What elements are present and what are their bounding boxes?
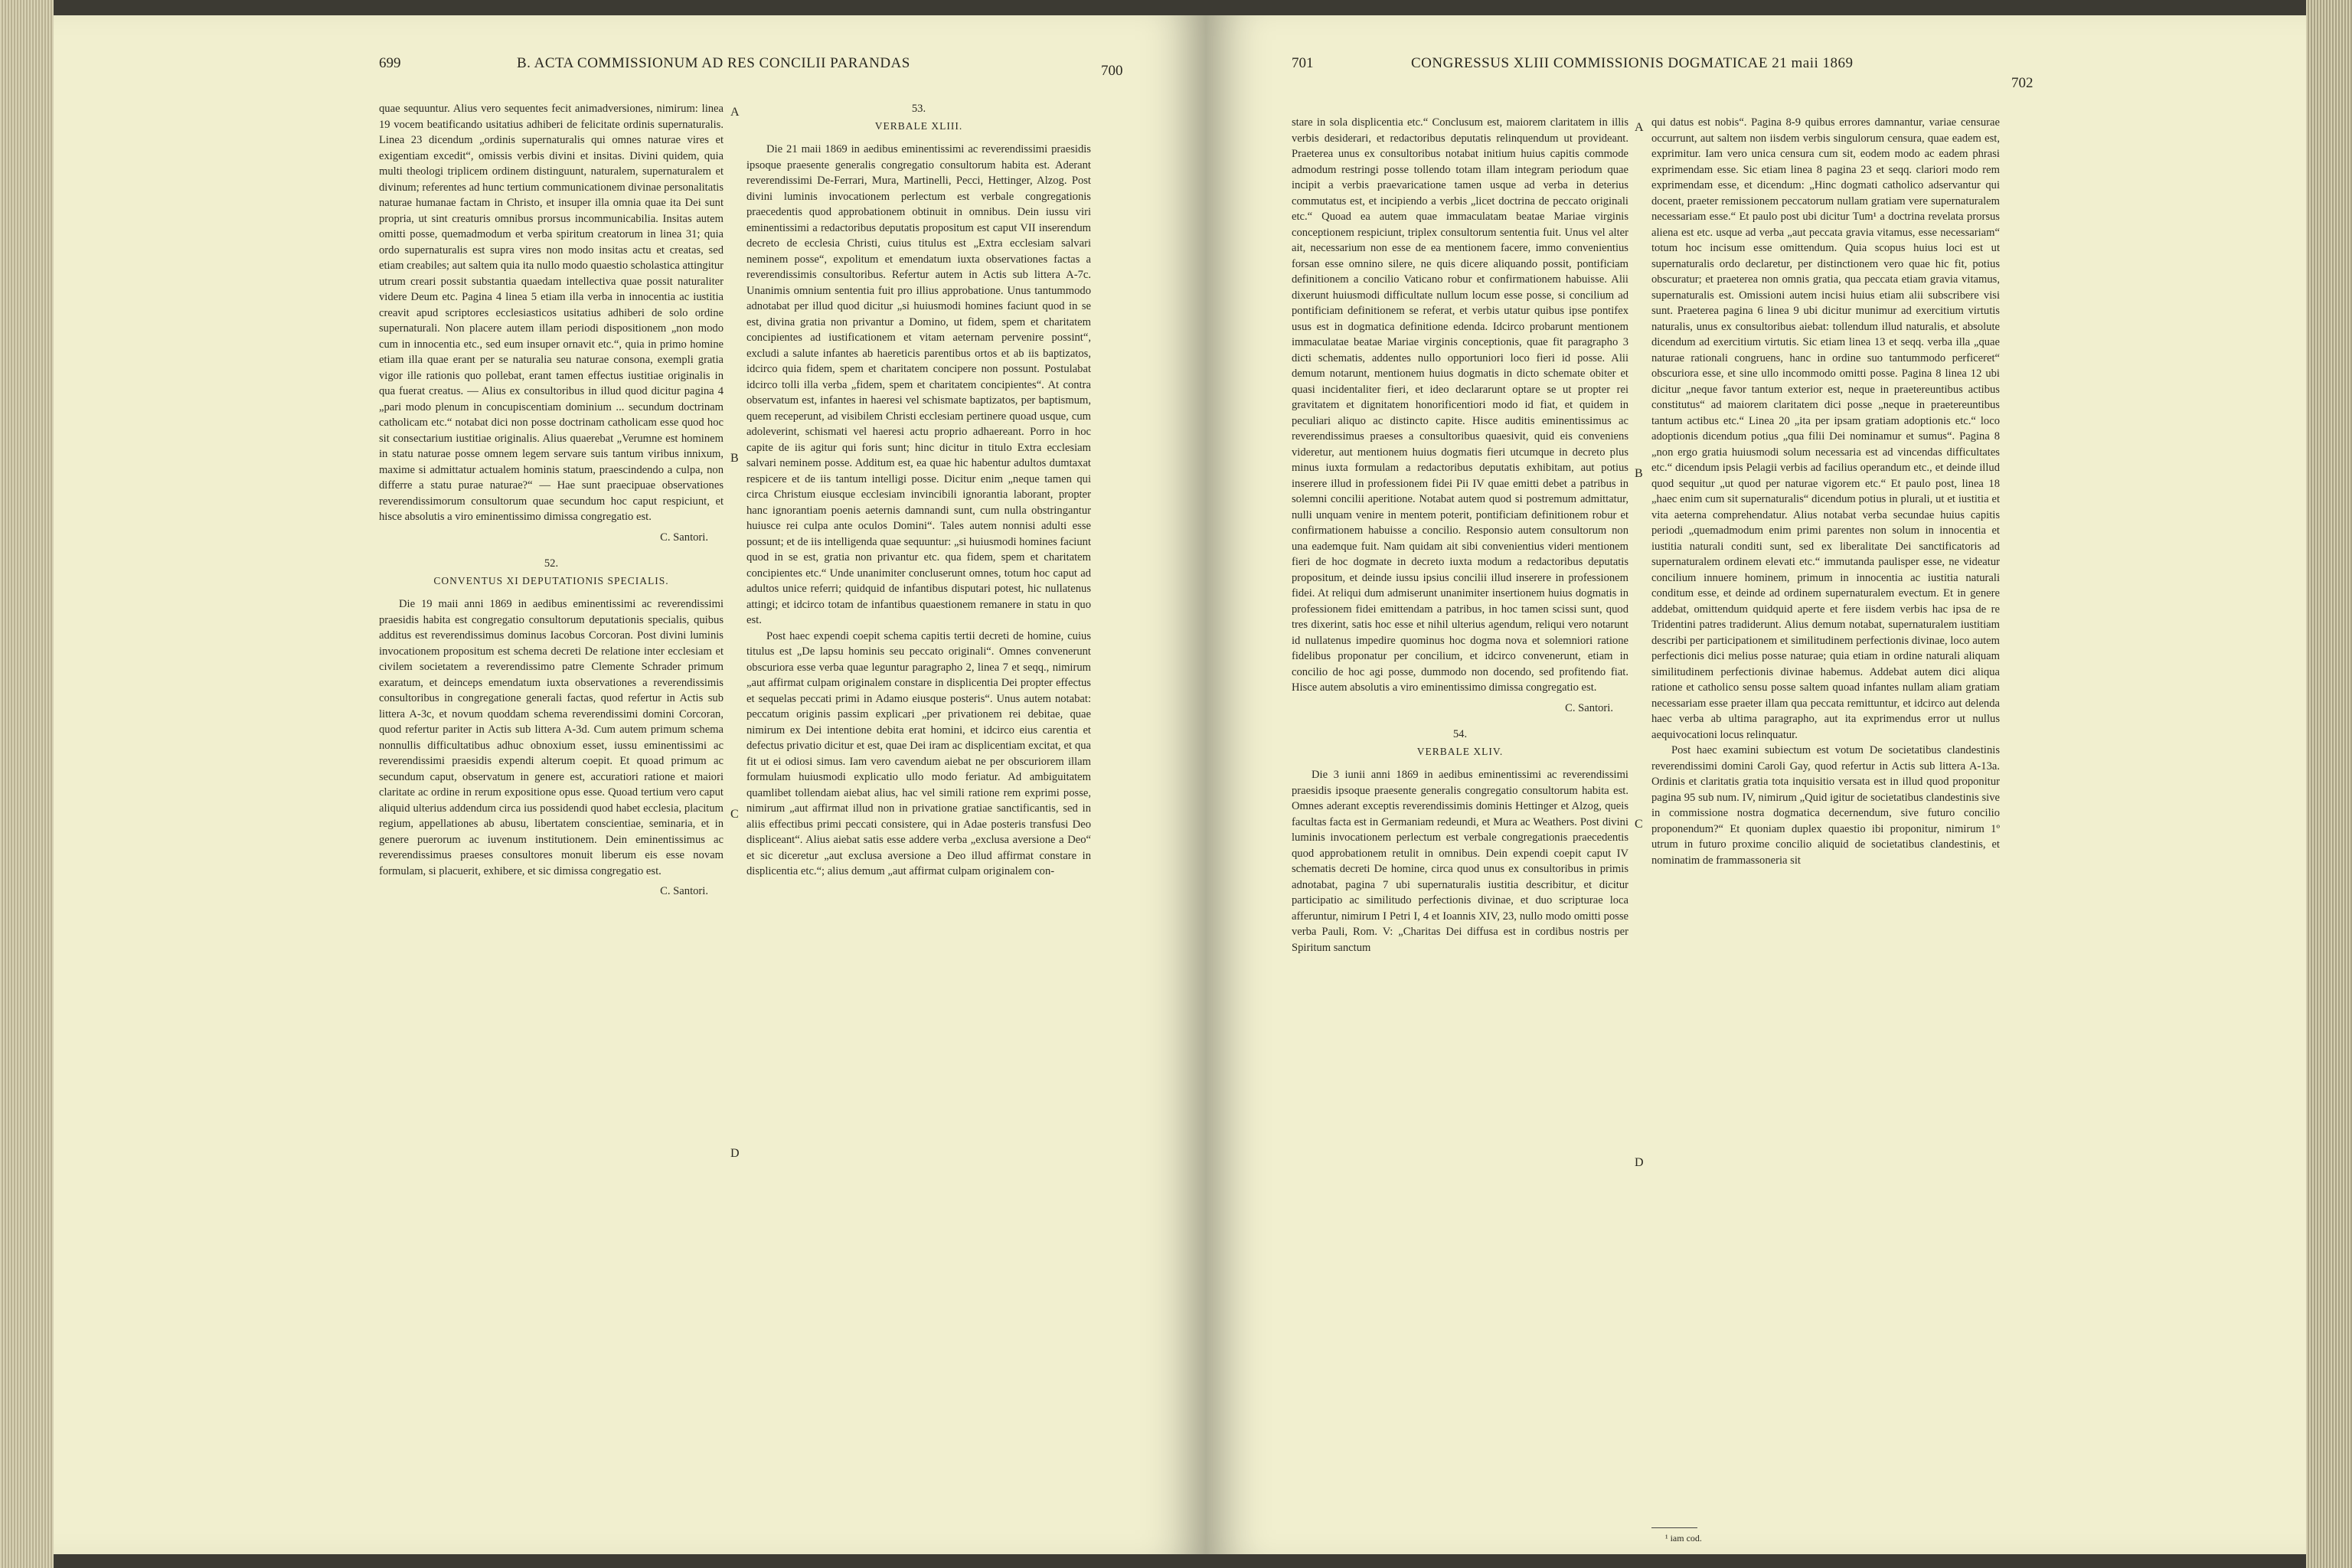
running-head: CONGRESSUS XLIII COMMISSIONIS DOGMATICAE 21 maii 1869 — [1411, 55, 1854, 71]
page-number: 702 — [2011, 75, 2034, 91]
column-left — [379, 101, 724, 906]
paragraph: quae sequuntur. Alius vero sequentes fecit animadversiones, nimirum: linea 19 vocem beatificando usitatius adhiberi de felicitate ordinis supernaturalis. Linea 23 dicendum „ordinis supernaturalis qui omnes naturae vires et exigentiam excedit“, omissis verbis divini et insitas. Divini quidem, quia multi theologi triplicem ordinem distinguunt, naturalem, supernaturalem et divinum; referentes ad hunc tertium communicationem divinae personalitatis naturae humanae factam in Christo, et insuper illa omnia quae ita Dei sunt propria, ut sint creaturis omnibus prorsus incommunicabilia. Insitas autem omitti posse, quemadmodum et verba spiritum creatorum in linea 31; quia ordo supernaturalis est supra vires non modo insitas actu et creatas, sed etiam creabiles; aut saltem quia ita nullo modo quaestio scholastica attingitur utrum creari possit substantia quaedam intellectiva quae possit naturaliter videre Deum etc. Pagina 4 linea 5 etiam illa verba in innocentia ac iustitia creavit apud scriptores ecclesiasticos usitatius adhiberi de solo ordine supernaturali. Non placere autem illam periodi dispositionem „non modo cum in innocentia etc., sed eum insuper ornavit etc.“, quia in primo homine etiam illa quae erant per se naturalia seu naturae consona, exempli gratia vigor ille rationis quo pollebat, erant tamen effectus iustitiae originalis in qua fuerat creatus. — Alius ex consultoribus in illud quod dicitur pagina 4 „pari modo plenum in concupiscentiam dominium ... secundum doctrinam catholicam etc.“ notabat dici non posse doctrinam catholicam esse quod hoc sit consectarium iustitiae originalis. Alius quaerebat „Verumne est hominem in statu naturae posse omnem legem servare suis tantum viribus innixum, maxime si admittatur actualem hominis statum, praescindendo a culpa, non differre a statu purae naturae?“ — Hae sunt praecipuae observationes reverendissimorum consultorum quae secundum hoc caput respiciunt, et hisce absolutis a viro eminentissimo dimissa congregatio est. — [379, 103, 724, 523]
page-edges-left — [0, 0, 54, 1568]
footnote: ¹ iam cod. — [1665, 1533, 1702, 1544]
column-right — [1651, 115, 2000, 868]
paragraph: stare in sola displicentia etc.“ Conclusum est, maiorem claritatem in illis verbis desiderari, et redactoribus deputatis relinquendum ut provideant. Praeterea unus ex consultoribus notabat initium huius capitis commode admodum restringi posse tollendo totam illam integram periodum quae incipit a verbis praevaricatione tamen usque ad verba in deterius commutatus est, et incipiendo a verbis „licet doctrina de peccato originali etc.“ Quoad ea autem quae immaculatam beatae Mariae virginis conceptionem respiciunt, triplex consultorum sententia fuit. Unus vel alter ait, necessarium non esse de ea mentionem facere, immo convenientius forsan esse omnino silere, ne quis dicere aliquando possit, pontificiam definitionem a concilio Vaticano robur et confirmationem habuisse. Alii dixerunt huiusmodi difficultate nullum locum esse posse, si concilium ad pontificiam definitionem se referat, et verbis utatur quibus ipse pontifex usus est in dogmatica definitione edenda. Idcirco probarunt mentionem immaculatae beatae Mariae virginis conceptionis, quae fit paragrapho 3 dicti schematis, addentes nullo opportuniori loco fieri id posse. Alii demum notarunt, mentionem huius dogmatis in dicto schemate obiter et quasi incidentaliter fieri, et ideo declararunt optare se ut propter rei gravitatem et dignitatem honorificentiori modo id fiat, et quidem in peculiari aliquo ac distincto capite. Hisce auditis eminentissimus ac reverendissimus praeses a consultoribus quaesivit, quid eis conveniens videretur, aut mentionem huius dogmatis fieri utcumque in decreto plus minus iuxta formulam a redactoribus deputatis exhibitam, aut potius inserere illud in professionem fidei Pii IV quae emitti debet a patribus in solemni concilii aperitione. Notabat autem quod si postremum admittatur, nulli unquam venire in mentem poterit, pontificiam definitionem robur et confirmationem habuisse a concilio. Responsio autem consultorum non una eademque fuit. Nam quidam ait sibi convenientius videri mentionem fieri de hoc dogmate in decreto iuxta modum a redactoribus deputatis propositum, et deinde iussu ipsius concilii illud inserere in professionem fidei. At reliqui dum admiserunt unanimiter insertionem huius dogmatis in professionem fidei emittendam a patribus, in hoc tamen scissi sunt, quod tres dixerint, satis hoc esse et nihil ulterius agendum, reliqui vero notarunt id nullatenus impedire quominus hoc dogma nova et solemniori ratione fidelibus proponatur per concilium, et idcirco convenerunt, etiam in concilio de hoc agi posse, dummodo non docendo, sed profitendo fiat. Hisce autem absolutis a viro eminentissimo dimissa congregatio est. — [1292, 116, 1628, 694]
section-number: 54. — [1452, 728, 1468, 740]
section-title: CONVENTUS XI DEPUTATIONIS SPECIALIS. — [433, 574, 669, 586]
section-title: VERBALE XLIV. — [1416, 745, 1504, 757]
column-right — [746, 101, 1091, 880]
paragraph: Die 19 maii anni 1869 in aedibus eminentissimi ac reverendissimi praesidis habita est congregatio consultorum deputationis specialis, quibus additus est reverendissimus dominus Iacobus Corcoran. Post divini luminis invocationem propositum est schema decreti De relatione inter ecclesiam et civilem societatem a reverendissimo patre Clemente Schrader primum exaratum, et deinceps emendatum iuxta observationes a reverendissimis consultoribus in congregatione generali factas, quod refertur in Actis sub littera A-3c, et novum quoddam schema reverendissimi domini Corcoran, quod refertur pariter in Actis sub littera A-3d. Cum autem primum schema nonnullis difficultatibus adhuc obnoxium esset, iussu eminentissimi ac reverendissimi praesidis expendi alterum coepit. Et quoad primum ac secundum caput, observatum in genere est, accuratiori ratione et maiori claritate ac ordine in rerum expositione opus esse. Quoad tertium vero caput aliquid ulterius addendum circa ius possidendi quod habet ecclesia, placitum regium, appellationes ab abusu, libertatem conscientiae, seminaria, et in genere puerorum ac iuvenum institutionem. Dein eminentissimus ac reverendissimus praeses consultores monuit liberum eis esse novam formulam, si placuerit, exhibere, et sic dimissa congregatio est. — [379, 598, 724, 877]
margin-marker: C — [730, 808, 739, 821]
margin-marker: A — [730, 106, 740, 119]
footnote-rule — [1651, 1527, 1697, 1528]
margin-marker: C — [1635, 818, 1643, 831]
signature: C. Santori. — [660, 531, 708, 544]
right-page — [1206, 15, 2306, 1554]
running-head: B. ACTA COMMISSIONUM AD RES CONCILII PARANDAS — [517, 55, 910, 71]
paragraph: Post haec expendi coepit schema capitis tertii decreti de homine, cuius titulus est „De lapsu hominis seu peccato originali“. Omnes convenerunt obscuriora esse verba quae leguntur paragrapho 2, linea 7 et seqq., nimirum „aut affirmat culpam originalem constare in displicentia Dei propter effectus et sequelas peccati primi in Adamo eiusque posteris“. Unus autem notabat: peccatum originis passim explicari „per privationem rei debitae, quae nimirum ex Dei intentione debita erat homini, et idcirco eius carentia et defectus privatio dicitur et est, quae Dei iram ac displicentiam excitat, et qua fit ut ei odiosi simus. Iam vero cavendum aiebat ne per obscuriorem illam formulam huiusmodi explicatio ullo modo feriatur. Ad ambiguitatem quamlibet tollendam aiebat alius, hac vel simili ratione rem exprimi posse, nimirum „aut affirmat illud non in privatione gratiae sanctificantis, sed in aliis effectibus primi peccati consistere, qui in Adae posteris transfusi Deo displiceant“. Alius aiebat satis esse addere verba „exclusa aversione a Deo“ et sic diceretur „aut exclusa aversione a Deo illud affirmat constare in displicentia etc.“; alius demum „aut affirmat culpam originalem con- — [746, 629, 1091, 877]
margin-marker: A — [1635, 121, 1644, 134]
page-number: 701 — [1292, 55, 1314, 71]
paragraph: Die 3 iunii anni 1869 in aedibus eminentissimi ac reverendissimi praesidis ipsoque praesente generalis congregatio consultorum habita est. Omnes aderant exceptis reverendissimis dominis Hettinger et Alzog, queis facultas facta est in Germaniam redeundi, et Mura ac Weathers. Post divini luminis invocationem perlectum est verbale congregationis praecedentis quod approbationem retulit in omnibus. Dein expendi coepit caput IV schematis decreti De homine, circa quod unus ex consultoribus in primis adnotabat, pagina 7 ubi supernaturalis iustitia describitur, et dicitur participatio ac similitudo perfectionis divinae, et duo scripturae loca afferuntur, nimirum I Petri I, 4 et Ioannis XIV, 23, nullo modo omitti posse verba Pauli, Rom. V: „Charitas Dei diffusa est in cordibus nostris per Spiritum sanctum — [1292, 769, 1628, 954]
page-edges-right — [2306, 0, 2352, 1568]
signature: C. Santori. — [1565, 701, 1613, 714]
paragraph: Die 21 maii 1869 in aedibus eminentissimi ac reverendissimi praesidis ipsoque praesente generalis congregatio consultorum habita est. Aderant reverendissimi De-Ferrari, Mura, Martinelli, Pecci, Hettinger, Alzog. Post divini luminis invocationem perlectum est verbale congregationis praecedentis quod approbationem obtinuit in omnibus. Dein iussu viri eminentissimi a redactoribus deputatis propositum est caput VII inserendum decreto de ecclesia Christi, cuius titulus est „Extra ecclesiam salvari neminem posse“, expolitum et emendatum iuxta observationes factas a reverendissimis consultoribus. Refertur autem in Actis sub littera A-7c. Unanimis omnium sententia fuit pro illius approbatione. Unus tantummodo adnotabat per illud quod dicitur „si huiusmodi homines faciunt quod in se est, divina gratia non privantur a Domino, ut fidem, spem et charitatem concipientes ad iustificationem et vitam aeternam pervenire possint“, excludi a salute infantes ab haereticis parentibus ortos et ab iis baptizatos, idcirco quia fidem, spem et charitatem concipere non possunt. Postulabat idcirco tolli illa verba „fidem, spem et charitatem concipientes“. At contra observatum est, infantes in haeresi vel schismate baptizatos, per baptismum, quem receperunt, ad visibilem Christi ecclesiam pertinere quoad usque, cum adoleverint, schismati vel haeresi actu proprio adhaereant. Porro in hoc capite de iis agitur qui foris sunt; hinc dicitur in titulo Extra ecclesiam salvari neminem posse. Additum est, ea quae hic habentur adultos dumtaxat respicere et de iis tantum intelligi posse. Dicitur enim „neque tamen qui circa Christum eiusque ecclesiam invincibili ignorantia laborant, propter hanc ignorantiam poenis aeternis damnandi sunt, cum nulla obstringantur huiusce rei culpa ante oculos Domini“. Tales autem nonnisi adulti esse possunt; et de iis intelligenda quae sequuntur: „si huiusmodi homines faciunt quod in se est, gratia non privantur etc. qua fidem, spem et charitatem concipientes etc.“ Unde unanimiter concluserunt omnes, totum hoc caput ad adultos unice referri; quidquid de infantibus disputari potest, hic nullatenus attingi; et idcirco totam de infantibus quaestionem remanere in statu in quo est. — [746, 143, 1091, 626]
paragraph: Post haec examini subiectum est votum De societatibus clandestinis reverendissimi domini Caroli Gay, quod refertur in Actis sub littera A-13a. Ordinis et claritatis gratia tota inquisitio versata est in illud quod proponitur pagina 95 sub num. IV, nimirum „Quid igitur de societatibus clandestinis sive in commissione nostra dogmatica decernendum, sive futuro concilio proponendum?“ Et quoniam duplex quaestio ibi proponitur, nimirum 1º utrum in futuro proxime concilio aliquid de societatibus clandestinis, et nominatim de frammassoneria sit — [1651, 744, 2000, 867]
page-number: 699 — [379, 55, 401, 71]
page-number: 700 — [1101, 63, 1123, 79]
margin-marker: D — [1635, 1156, 1644, 1169]
margin-marker: D — [730, 1147, 740, 1160]
margin-marker: B — [730, 452, 739, 465]
section-number: 53. — [911, 103, 926, 115]
left-page — [54, 15, 1206, 1554]
section-title: VERBALE XLIII. — [874, 119, 963, 132]
section-number: 52. — [544, 557, 559, 570]
column-left — [1292, 115, 1628, 956]
paragraph: qui datus est nobis“. Pagina 8-9 quibus errores damnantur, variae censurae occurrunt, aut saltem non iisdem verbis singulorum censura, quae eadem est, exprimitur. Iam vero unica censura cum sit, eodem modo ac eadem phrasi exprimendam esse. Sic etiam linea 8 pagina 23 et seqq. clariori modo rem exprimendam esse, et dicendum: „Hinc dogmati catholico adservantur qui docent, praeter remissionem peccatorum nullam gratiam vere supernaturalem necessariam esse.“ Et paulo post ubi dicitur Tum¹ a doctrina revelata prorsus aliena est etc. usque ad verba „aut peccata gravia vitamus, esse necessariam“ totum hoc incisum esse omittendum. Quia scopus huius loci est ut supernaturalis ordo declaretur, per distinctionem vero quae hic fit, potius obscuratur; et praeterea non omnis gratia, qua peccata etiam gravia vitamus, supernaturalis est. Omissioni autem incisi huius etiam alii subscribere visi sunt. Praeterea pagina 6 linea 9 ubi dicitur munimur ad exercitium virtutis naturalis, unus ex consultoribus aiebat: tollendum illud naturalis, et absolute dicendum ad exercitium virtutis. Sic etiam linea 13 et seqq. verba illa „quae naturae rationali congruens, hanc in ordine suo tantummodo perficeret“ obscuriora esse, et sine ullo incommodo omitti posse. Pagina 8 linea 12 ubi dicitur „neque favor tantum exterior est, neque in praetereuntibus actibus constitutus“ ad maiorem claritatem dici posse „neque in praetereuntibus tantum actibus etc.“ Linea 20 „ita per ipsam gratiam adoptionis etc.“ loco adoptionis dicendum potius „qua filii Dei nominamur et sumus“. Pagina 8 „non ergo gratia huiusmodi solum necessaria est ad vincendas difficultates etc.“ dicendum ipsis Pelagii verbis ad facilius operandum etc., et deinde illud quod sequitur „ut quod per naturae vigorem etc.“ Et paulo post, linea 18 „haec enim cum sit supernaturalis“ dicendum potius in plurali, ut et iustitia et vita aeterna comprehendatur. Alius notabat verba secundae huius capitis periodi „quemadmodum enim primi parentes non solum in innocentia et iustitia naturali conditi sunt, sed ex liberalitate Dei sanctificatoris ad supernaturalem ordinem elevati etc.“ immutanda paulisper esse, ne videatur concilium innuere hominem, primum in innocentia ac iustitia naturali conditum esse, et deinde ad ordinem supernaturalem evectum. Et in genere addebat, omittendum quidquid aperte et fere iisdem verbis hac ipsa de re Tridentini patres tradiderunt. Alius demum notabat, supernaturalem iustitiam describi per participationem et similitudinem perfectionis divinae, loco autem perfectionis dici melius posse naturae; quia etiam in ordine naturali aliquam similitudinem perfectionis divinae habemus. Addebat autem dici aliqua ratione et catholico sensu posse saltem quoad infantes nullam aliam gratiam necessariam esse praeter illam qua peccata remittuntur, et idcirco aut delenda haec verba ab ultima paragrapho, aut ita exprimendus error ut nullus aequivocationi locus relinquatur. — [1651, 116, 2000, 741]
margin-marker: B — [1635, 467, 1643, 480]
signature: C. Santori. — [660, 885, 708, 897]
